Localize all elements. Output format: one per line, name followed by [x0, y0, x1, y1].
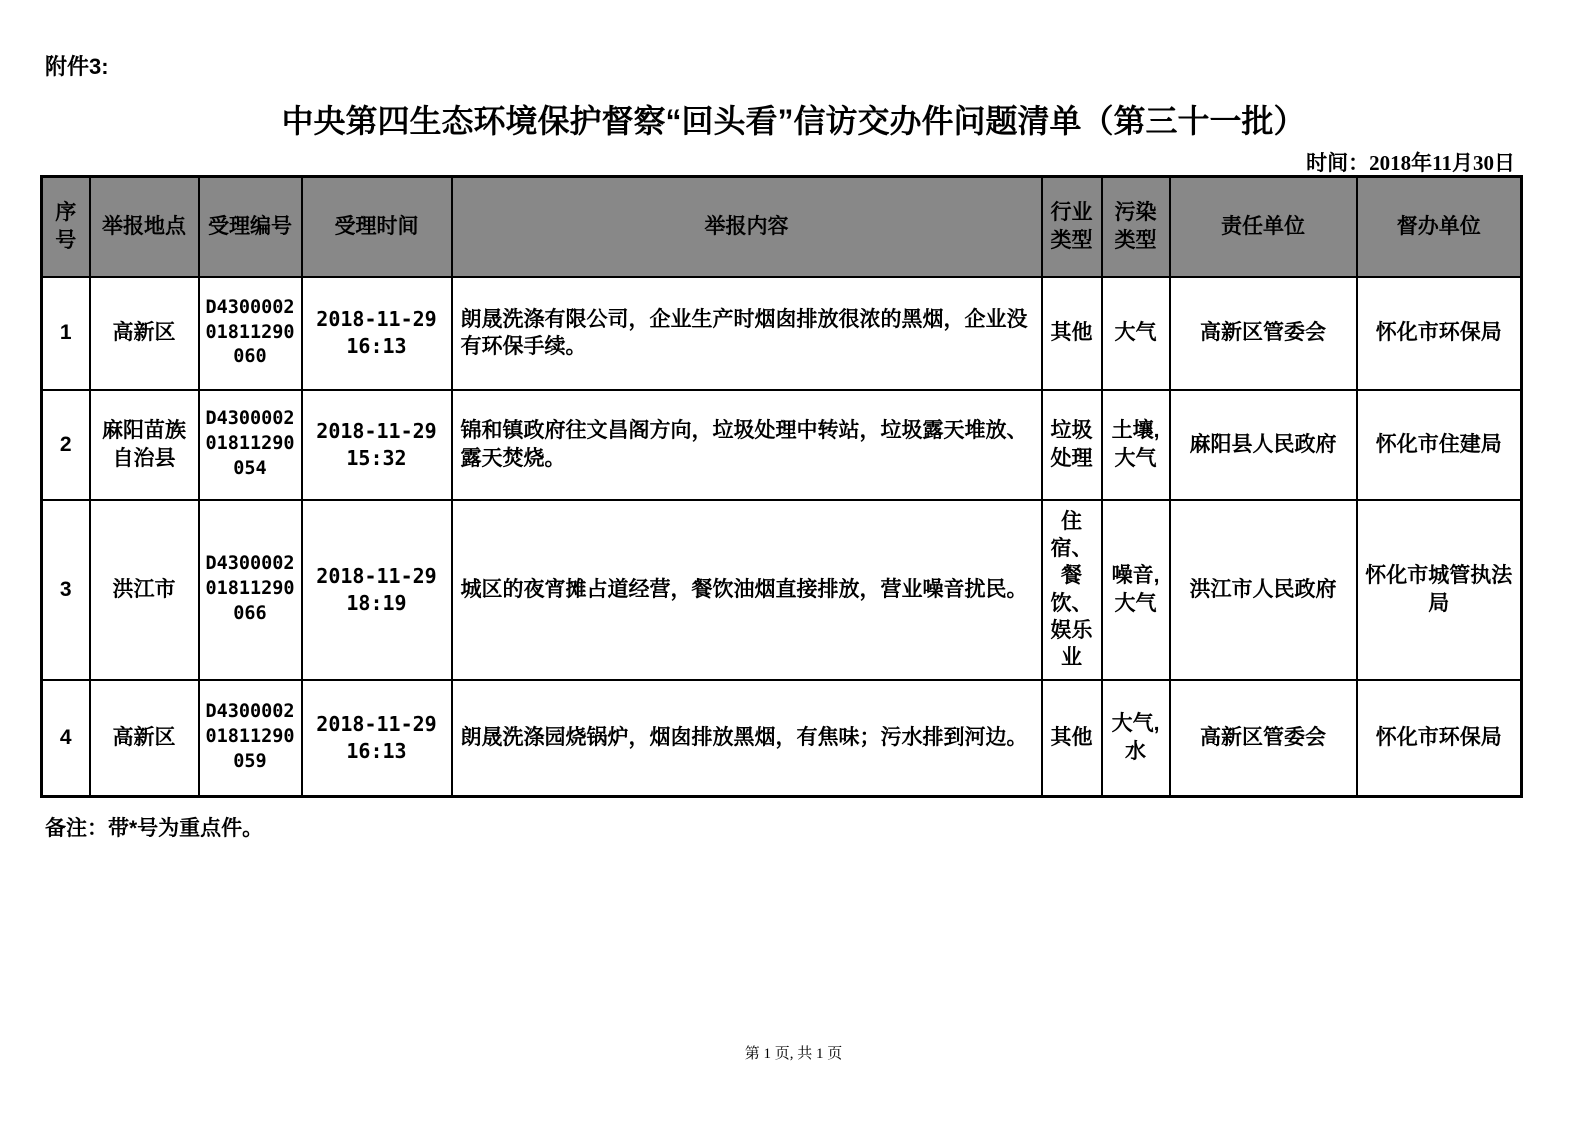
- table-row: [42, 277, 1522, 390]
- cell-location: 麻阳苗族自治县: [90, 390, 199, 500]
- accept-hour: 18:19: [346, 590, 407, 615]
- cell-pollution: 噪音,大气: [1102, 500, 1170, 680]
- col-header-accept-time: 受理时间: [302, 177, 452, 277]
- accept-date: 2018-11-29: [316, 563, 437, 588]
- cell-industry: 其他: [1042, 680, 1102, 797]
- accept-date: 2018-11-29: [316, 711, 437, 736]
- cell-location: 洪江市: [90, 500, 199, 680]
- cell-supervising-unit: 怀化市环保局: [1357, 277, 1522, 390]
- cell-responsible-unit: 洪江市人民政府: [1170, 500, 1357, 680]
- cell-accept-time: [302, 500, 452, 680]
- accept-hour: 16:13: [346, 334, 407, 358]
- col-header-responsible-unit: 责任单位: [1170, 177, 1357, 277]
- cell-seq: 3: [42, 500, 90, 680]
- attachment-label: 附件3:: [45, 54, 109, 79]
- cell-seq: 4: [42, 680, 90, 797]
- remark-note: 备注：带*号为重点件。: [45, 817, 264, 840]
- cell-content: 朗晟洗涤有限公司，企业生产时烟囱排放很浓的黑烟，企业没有环保手续。: [452, 277, 1042, 390]
- col-header-seq: 序号: [42, 177, 90, 277]
- col-header-pollution: 污染类型: [1102, 177, 1170, 277]
- cell-responsible-unit: 高新区管委会: [1170, 277, 1357, 390]
- cell-supervising-unit: 怀化市环保局: [1357, 680, 1522, 797]
- col-header-industry: 行业类型: [1042, 177, 1102, 277]
- cell-pollution: 大气: [1102, 277, 1170, 390]
- cell-supervising-unit: 怀化市住建局: [1357, 390, 1522, 500]
- page-title: 中央第四生态环境保护督察“回头看”信访交办件问题清单（第三十一批）: [281, 103, 1306, 139]
- cell-location: 高新区: [90, 277, 199, 390]
- accept-hour: 15:32: [346, 445, 407, 470]
- cell-case-no: D430000201811290059: [199, 680, 302, 797]
- cell-industry: 住宿、餐饮、娱乐业: [1042, 500, 1102, 680]
- cell-content: 锦和镇政府往文昌阁方向，垃圾处理中转站，垃圾露天堆放、露天焚烧。: [452, 390, 1042, 500]
- cell-supervising-unit: 怀化市城管执法局: [1357, 500, 1522, 680]
- accept-date: 2018-11-29: [316, 418, 437, 443]
- cell-pollution: 土壤,大气: [1102, 390, 1170, 500]
- col-header-location: 举报地点: [90, 177, 199, 277]
- cell-content: 城区的夜宵摊占道经营，餐饮油烟直接排放，营业噪音扰民。: [452, 500, 1042, 680]
- cell-responsible-unit: 高新区管委会: [1170, 680, 1357, 797]
- cell-content: 朗晟洗涤园烧锅炉，烟囱排放黑烟，有焦味；污水排到河边。: [452, 680, 1042, 797]
- page-number-footer: 第 1 页, 共 1 页: [744, 1046, 843, 1062]
- table-row: [42, 500, 1522, 680]
- cell-case-no: D430000201811290066: [199, 500, 302, 680]
- col-header-supervising-unit: 督办单位: [1357, 177, 1522, 277]
- accept-hour: 16:13: [346, 738, 407, 763]
- cell-case-no: D430000201811290060: [199, 277, 302, 390]
- col-header-content: 举报内容: [452, 177, 1042, 277]
- cell-industry: 其他: [1042, 277, 1102, 390]
- cell-pollution: 大气,水: [1102, 680, 1170, 797]
- col-header-case-no: 受理编号: [199, 177, 302, 277]
- cell-location: 高新区: [90, 680, 199, 797]
- cell-responsible-unit: 麻阳县人民政府: [1170, 390, 1357, 500]
- table-row: [42, 390, 1522, 500]
- cell-industry: 垃圾处理: [1042, 390, 1102, 500]
- table-row: [42, 680, 1522, 797]
- cell-seq: 1: [42, 277, 90, 390]
- cell-accept-time: [302, 277, 452, 390]
- date-label: 时间：2018年11月30日: [1306, 151, 1515, 175]
- cell-accept-time: [302, 680, 452, 797]
- cell-seq: 2: [42, 390, 90, 500]
- complaints-table: [40, 175, 1523, 798]
- cell-case-no: D430000201811290054: [199, 390, 302, 500]
- accept-date: 2018-11-29: [316, 307, 437, 331]
- header-row: [42, 177, 1522, 277]
- cell-accept-time: [302, 390, 452, 500]
